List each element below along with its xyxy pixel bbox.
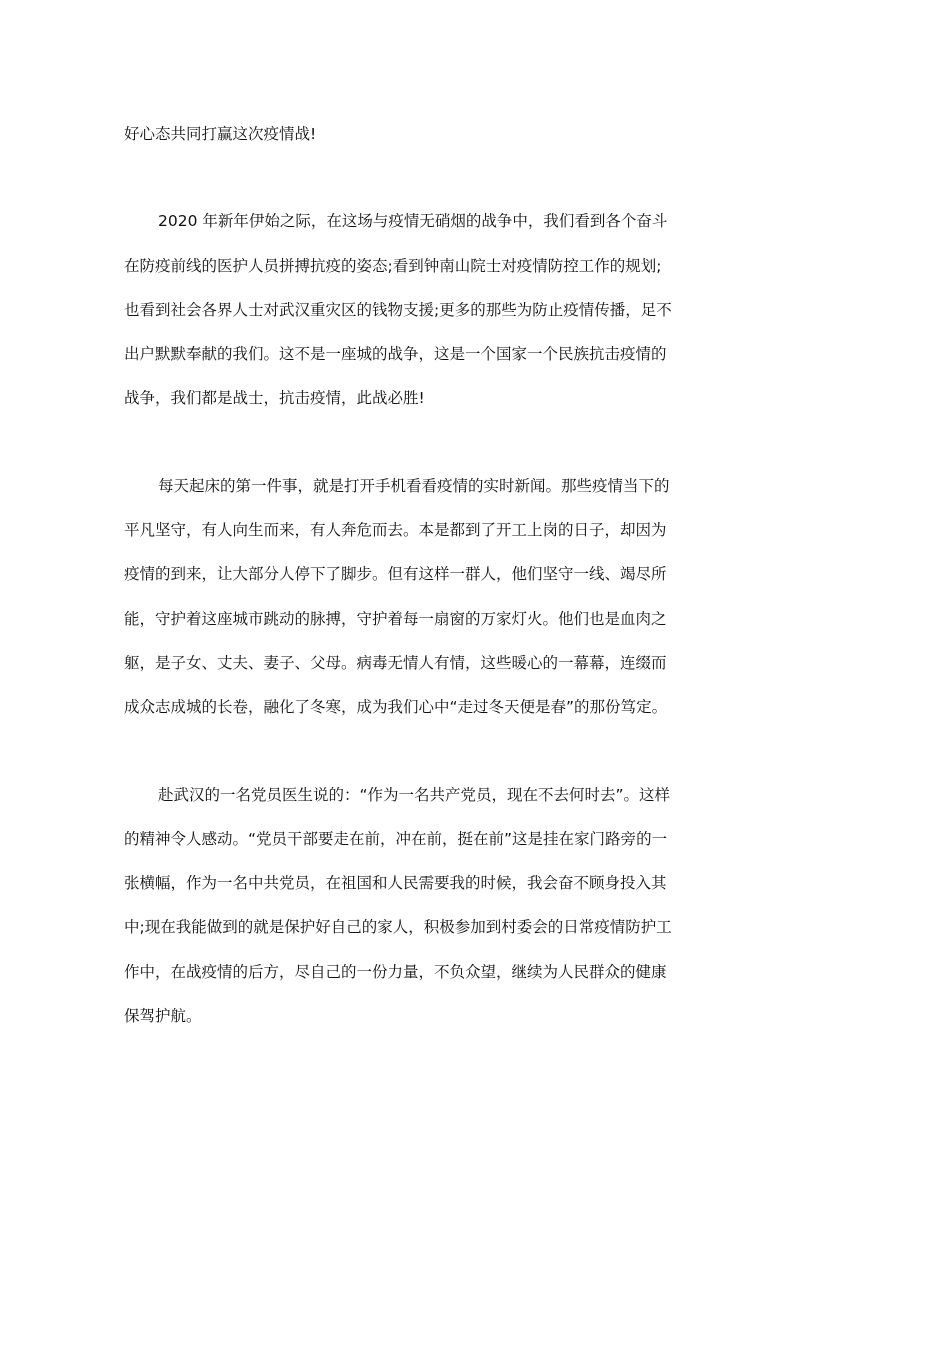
text-line: 每天起床的第一件事，就是打开手机看看疫情的实时新闻。那些疫情当下的 xyxy=(158,476,670,495)
paragraph-intro-tail xyxy=(124,112,724,156)
text-line: 在防疫前线的医护人员拼搏抗疫的姿态;看到钟南山院士对疫情防控工作的规划; xyxy=(124,256,662,275)
text-line: 躯，是子女、丈夫、妻子、父母。病毒无情人有情，这些暖心的一幕幕，连缀而 xyxy=(124,653,667,672)
text-line: 能，守护着这座城市跳动的脉搏，守护着每一扇窗的万家灯火。他们也是血肉之 xyxy=(124,609,667,628)
text-line: 平凡坚守，有人向生而来，有人奔危而去。本是都到了开工上岗的日子，却因为 xyxy=(124,521,667,540)
paragraph-new-year-battle xyxy=(124,199,724,420)
paragraph-gap xyxy=(124,421,724,464)
text-line: 战争，我们都是战士，抗击疫情，此战必胜! xyxy=(124,389,425,408)
text-line: 保驾护航。 xyxy=(124,1007,202,1026)
text-line: 中;现在我能做到的就是保护好自己的家人，积极参加到村委会的日常疫情防护工 xyxy=(124,918,672,937)
paragraph-gap xyxy=(124,730,724,773)
paragraph-gap xyxy=(124,156,724,199)
text-line: 作中，在战疫情的后方，尽自己的一份力量，不负众望，继续为人民群众的健康 xyxy=(124,962,667,981)
paragraph-party-member xyxy=(124,773,724,1039)
document-body xyxy=(124,112,724,1038)
text-line: 疫情的到来，让大部分人停下了脚步。但有这样一群人，他们坚守一线、竭尽所 xyxy=(124,565,667,584)
text-line: 的精神令人感动。“党员干部要走在前，冲在前，挺在前”这是挂在家门路旁的一 xyxy=(124,829,668,848)
text-line: 也看到社会各界人士对武汉重灾区的钱物支援;更多的那些为防止疫情传播，足不 xyxy=(124,300,672,319)
text-line: 张横幅，作为一名中共党员，在祖国和人民需要我的时候，我会奋不顾身投入其 xyxy=(124,874,667,893)
text-line: 出户默默奉献的我们。这不是一座城的战争，这是一个国家一个民族抗击疫情的 xyxy=(124,345,667,364)
text-line: 成众志成城的长卷，融化了冬寒，成为我们心中“走过冬天便是春”的那份笃定。 xyxy=(124,698,668,717)
text-line: 2020 年新年伊始之际，在这场与疫情无硝烟的战争中，我们看到各个奋斗 xyxy=(158,212,668,231)
paragraph-daily-news xyxy=(124,464,724,730)
text-line: 好心态共同打赢这次疫情战! xyxy=(124,125,317,143)
text-line: 赴武汉的一名党员医生说的：“作为一名共产党员，现在不去何时去”。这样 xyxy=(158,785,671,804)
